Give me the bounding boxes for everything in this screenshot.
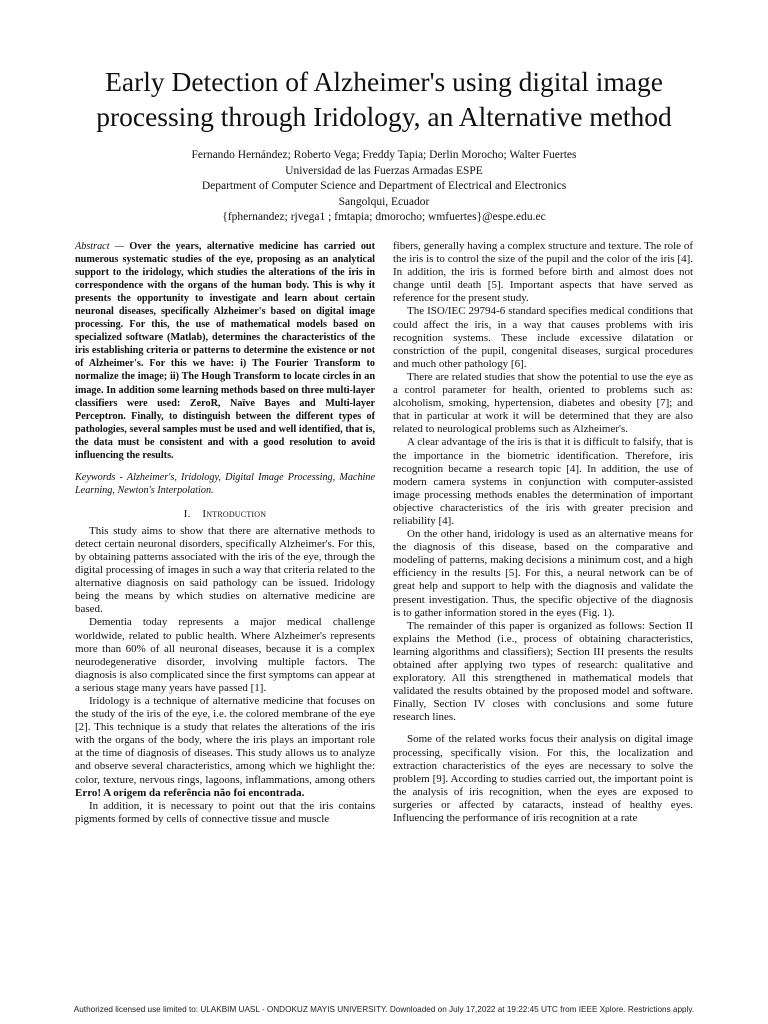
paragraph bbox=[75, 695, 375, 800]
title-line-1: Early Detection of Alzheimer's using digital image bbox=[105, 66, 663, 97]
abstract-lead: Abstract — bbox=[75, 241, 124, 252]
paragraph-gap bbox=[393, 724, 693, 733]
paragraph: In addition, it is necessary to point out that the iris contains pigments formed by cells of connective tissue and muscle bbox=[75, 799, 375, 825]
paragraph: The ISO/IEC 29794-6 standard specifies medical conditions that could affect the iris, in a way that causes problems with iris recognition systems. These include excessive dilatation or constriction of the pupil, congenital diseases, surgical procedures and much other pathology [6]. bbox=[393, 305, 693, 370]
paragraph-text: Iridology is a technique of alternative medicine that focuses on the study of the iris of the eye, i.e. the colored membrane of the eye [2]. This technique is a study that relates the alterations of the iris with the organs of the body, where the iris plays an important role at the time of diagnosis of diseases. This study allows us to analyze and observe several characteristics, among which we highlight the: color, texture, nervous rings, lagoons, inflammations, among others bbox=[75, 695, 375, 786]
section-title: Introduction bbox=[202, 507, 267, 520]
license-footer: Authorized licensed use limited to: ULAKBIM UASL - ONDOKUZ MAYIS UNIVERSITY. Downloaded on July 17,2022 at 19:22:45 UTC from IEEE Xplore. Restrictions apply. bbox=[73, 1005, 695, 1014]
paragraph: fibers, generally having a complex structure and texture. The role of the iris is to control the size of the pupil and the color of the iris [4]. In addition, the iris is formed before birth and almost does not change until death [5]. Important aspects that have served as reference for the present study. bbox=[393, 240, 693, 305]
department: Department of Computer Science and Department of Electrical and Electronics bbox=[201, 180, 567, 192]
left-column bbox=[75, 240, 375, 826]
paragraph: The remainder of this paper is organized as follows: Section II explains the Method (i.e., process of obtaining characteristics, learning algorithms and classifiers); Section III presents the results obtained after applying two types of research: qualitative and exploratory. All this strengthened in mathematical models that validated the results obtained by the proposed model and software. Finally, Section IV closes with conclusions and some future research lines. bbox=[393, 619, 693, 724]
author-block bbox=[40, 148, 728, 226]
emails: {fphernandez; rjvega1 ; fmtapia; dmorocho; wmfuertes}@espe.edu.ec bbox=[222, 211, 546, 223]
paragraph: There are related studies that show the potential to use the eye as a control parameter for health, oriented to problems such as: alcoholism, smoking, hypertension, diabetes and obesity [7]; and that in particular at work it will be determined that they are also related to neurological problems such as Alzheimer's. bbox=[393, 370, 693, 436]
keywords: Keywords - Alzheimer's, Iridology, Digital Image Processing, Machine Learning, Newton's Interpolation. bbox=[75, 471, 375, 496]
paragraph: This study aims to show that there are alternative methods to detect certain neuronal disorders, specifically Alzheimer's. For this, by obtaining patterns associated with the iris of the eye, through the digital processing of images in such a way that criteria related to the alternative diagnosis on said pathology can be issued. Iridology being the means by which studies on alternative medicine are based. bbox=[75, 524, 375, 616]
right-column bbox=[393, 240, 693, 825]
affiliation: Universidad de las Fuerzas Armadas ESPE bbox=[285, 164, 483, 177]
location: Sangolqui, Ecuador bbox=[338, 195, 430, 208]
paragraph: Some of the related works focus their analysis on digital image processing, specifically vision. For this, the localization and extraction characteristics of the eyes are necessary to solve the problem [9]. According to studies carried out, the important point is the analysis of iris recognition, when the eyes are exposed to surgeries or affected by cataracts, instead of healthy eyes. Influencing the performance of iris recognition at a rate bbox=[393, 733, 693, 825]
paper-title bbox=[40, 64, 728, 134]
reference-error: Erro! A origem da referência não foi encontrada. bbox=[75, 786, 305, 799]
section-heading-introduction bbox=[75, 508, 375, 521]
paragraph: On the other hand, iridology is used as an alternative means for the diagnosis of this disease, based on the comparative and modeling of patterns, making decisions a minimum cost, and a high efficiency in the results [5]. For this, a neural network can be of great help and support to help with the diagnosis and validate the present investigation. Thus, the specific objective of the diagnosis is to gather information stored in the eyes (Fig. 1). bbox=[393, 528, 693, 619]
abstract bbox=[75, 240, 375, 462]
section-number: I. bbox=[183, 507, 191, 520]
title-line-2: processing through Iridology, an Alternative method bbox=[96, 101, 672, 132]
abstract-body: Over the years, alternative medicine has carried out numerous systematic studies of the eye, proposing as an analytical support to the iridology, which studies the alterations of the iris in correspondence with the organs of the human body. This is why it presents the opportunity to investigate and learn about certain neuronal diseases, specifically Alzheimer's based on digital image processing. For this, the use of mathematical models based on specialized software (Matlab), determines the characteristics of the iris establishing criteria or patterns to determine the existence or not of Alzheimer's. For this we have: i) The Fourier Transform to normalize the image; ii) The Hough Transform to locate circles in an image. In addition some learning methods based on three multi-layer classifiers were used: ZeroR, Naïve Bayes and Multi-layer Perceptron. Finally, to distinguish between the different types of pathologies, several samples must be used and well identified, that is, the data must be consistent and with a good resolution to avoid influencing the results. bbox=[75, 241, 375, 461]
paragraph: Dementia today represents a major medical challenge worldwide, related to public health. Where Alzheimer's represents more than 60% of all neuronal diseases, because it is a complex neurodegenerative disorder, involving multiple factors. The diagnosis is also complicated since the first symptoms can appear at a serious stage many years have passed [1]. bbox=[75, 616, 375, 694]
paragraph: A clear advantage of the iris is that it is difficult to falsify, that is the importance in the biometric identification. Therefore, iris recognition became a research topic [4]. In addition, the use of modern camera systems in conjunction with computer-assisted image processing methods enables the determination of important objective characteristics of the iris with greater precision and reliability [4]. bbox=[393, 436, 693, 527]
author-names: Fernando Hernández; Roberto Vega; Freddy Tapia; Derlin Morocho; Walter Fuertes bbox=[191, 149, 577, 161]
